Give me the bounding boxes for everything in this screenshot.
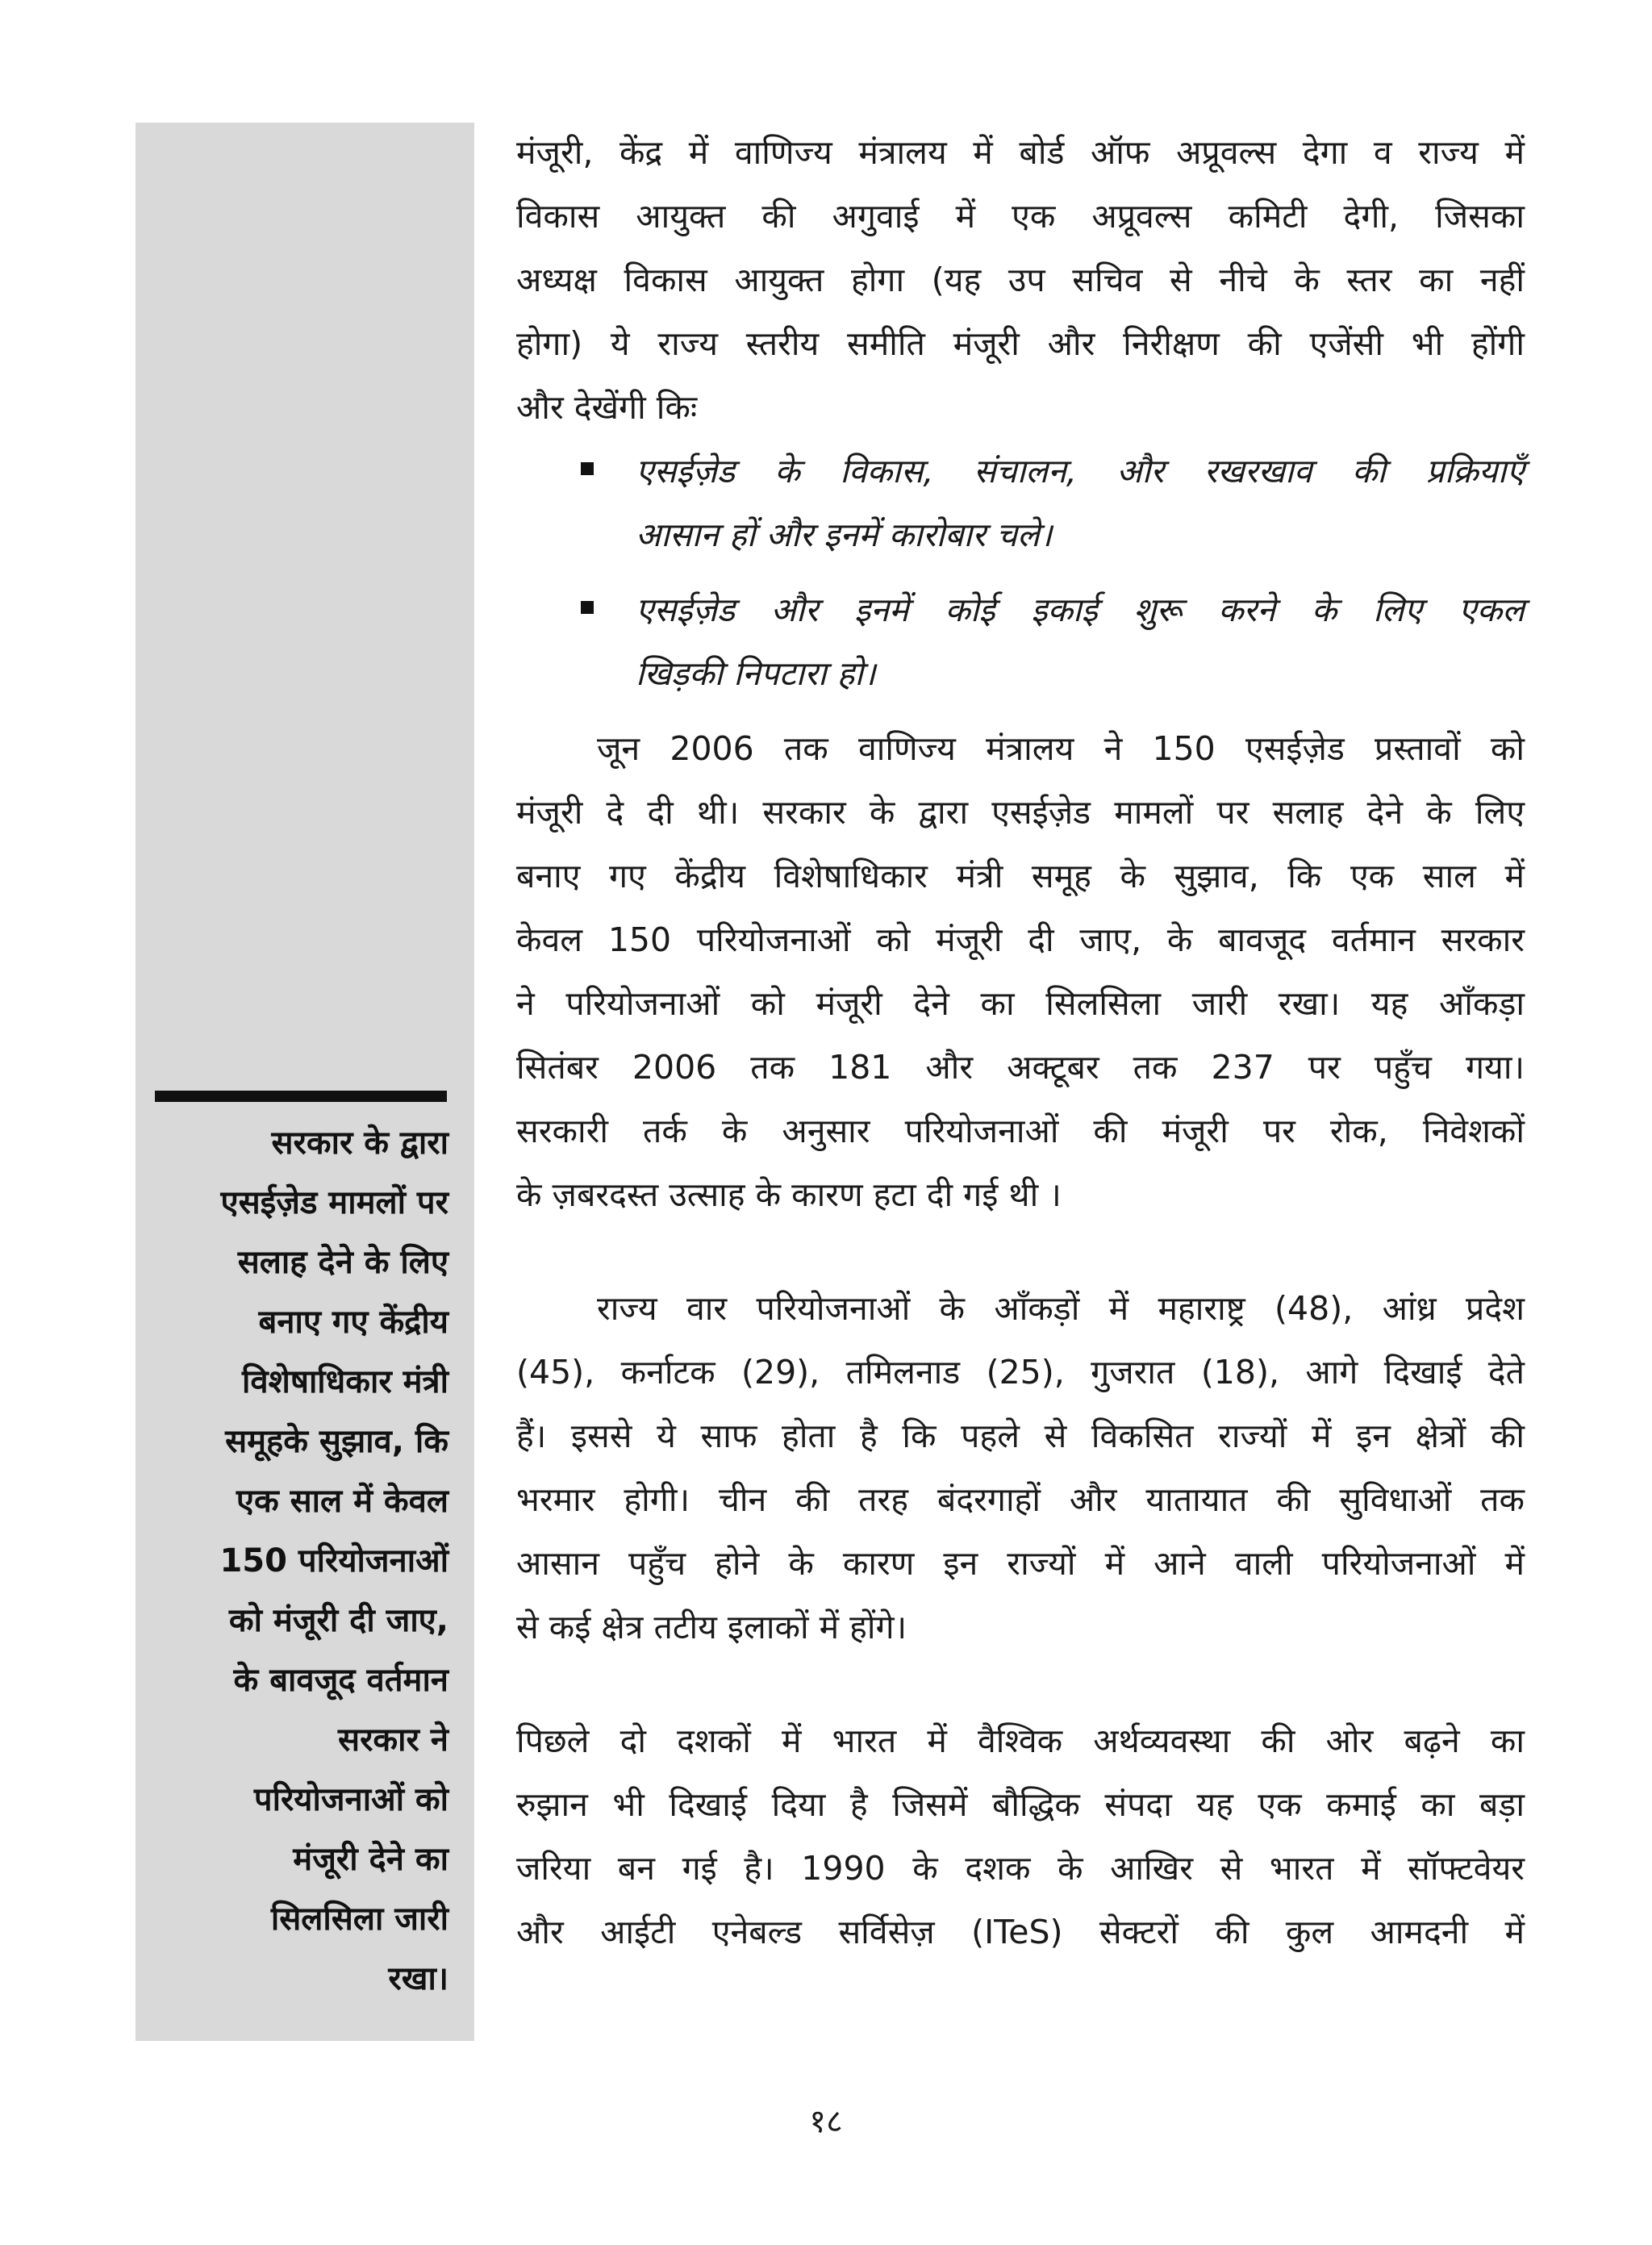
pullquote-rule (155, 1091, 447, 1102)
pullquote-line: समूहके सुझाव, कि (225, 1423, 448, 1460)
text-line: पिछले दो दशकों में भारत में वैश्विक अर्थव्यवस्था की ओर बढ़ने का (516, 1721, 1525, 1760)
text-line: राज्य वार परियोजनाओं के आँकड़ों में महाराष्ट्र (48), आंध्र प्रदेश (597, 1289, 1525, 1328)
square-bullet-icon (581, 462, 594, 475)
pullquote-line: सरकार के द्वारा (271, 1125, 448, 1162)
text-line: मंजूरी दे दी थी। सरकार के द्वारा एसईज़ेड मामलों पर सलाह देने के लिए (516, 793, 1525, 832)
text-line: आसान पहुँच होने के कारण इन राज्यों में आने वाली परियोजनाओं में (516, 1544, 1525, 1583)
pullquote-line: बनाए गए केंद्रीय (258, 1304, 448, 1341)
paragraph-intellectual-property (516, 1709, 1525, 1964)
paragraph-state-wise (516, 1277, 1525, 1659)
text-line: से कई क्षेत्र तटीय इलाकों में होंगे। (516, 1608, 907, 1646)
bullet-line: एसईज़ेड और इनमें कोई इकाई शुरू करने के लिए एकल (636, 590, 1525, 629)
text-line: जून 2006 तक वाणिज्य मंत्रालय ने 150 एसईज़ेड प्रस्तावों को (597, 729, 1525, 768)
paragraph-approvals (516, 121, 1525, 440)
pullquote (145, 1113, 448, 2009)
pullquote-line: मंजूरी देने का (293, 1841, 448, 1878)
text-line: हैं। इससे ये साफ होता है कि पहले से विकसित राज्यों में इन क्षेत्रों की (516, 1417, 1525, 1455)
text-line: और देखेंगी किः (516, 388, 698, 427)
page-number: १८ (809, 2103, 843, 2140)
bullet-item (516, 578, 1525, 706)
bullet-line: खिड़की निपटारा हो। (636, 654, 876, 693)
bullet-line: एसईज़ेड के विकास, संचालन, और रखरखाव की प्रक्रियाएँ (636, 452, 1525, 490)
text-line: (45), कर्नाटक (29), तमिलनाड (25), गुजरात (18), आगे दिखाई देते (516, 1353, 1525, 1392)
square-bullet-icon (581, 601, 594, 614)
text-line: ने परियोजनाओं को मंजूरी देने का सिलसिला जारी रखा। यह आँकड़ा (516, 984, 1525, 1023)
text-line: बनाए गए केंद्रीय विशेषाधिकार मंत्री समूह के सुझाव, कि एक साल में (516, 857, 1525, 895)
text-line: भरमार होगी। चीन की तरह बंदरगाहों और यातायात की सुविधाओं तक (516, 1480, 1525, 1519)
pullquote-line: सिलसिला जारी (270, 1901, 448, 1938)
pullquote-line: एक साल में केवल (236, 1483, 448, 1520)
pullquote-line: 150 परियोजनाओं (219, 1542, 448, 1579)
pullquote-line: के बावजूद वर्तमान (233, 1662, 448, 1699)
text-line: मंजूरी, केंद्र में वाणिज्य मंत्रालय में बोर्ड ऑफ अप्रूवल्स देगा व राज्य में (516, 133, 1525, 172)
pullquote-line: को मंजूरी दी जाए, (228, 1602, 448, 1639)
bullet-item (516, 440, 1525, 567)
pullquote-line: सरकार ने (338, 1721, 448, 1759)
text-line: के ज़बरदस्त उत्साह के कारण हटा दी गई थी । (516, 1175, 1062, 1214)
text-line: अध्यक्ष विकास आयुक्त होगा (यह उप सचिव से नीचे के स्तर का नहीं (516, 261, 1525, 299)
main-text (516, 121, 1525, 1964)
pullquote-line: विशेषाधिकार मंत्री (242, 1363, 448, 1400)
text-line: रुझान भी दिखाई दिया है जिसमें बौद्धिक संपदा यह एक कमाई का बड़ा (516, 1785, 1525, 1824)
pullquote-line: परियोजनाओं को (253, 1781, 448, 1818)
text-line: जरिया बन गई है। 1990 के दशक के आखिर से भारत में सॉफ्टवेयर (516, 1849, 1525, 1888)
text-line: सरकारी तर्क के अनुसार परियोजनाओं की मंजूरी पर रोक, निवेशकों (516, 1112, 1525, 1150)
pullquote-line: सलाह देने के लिए (237, 1244, 448, 1281)
text-line: और आईटी एनेबल्ड सर्विसेज़ (ITeS) सेक्टरों की कुल आमदनी में (516, 1913, 1525, 1951)
paragraph-approval-count (516, 717, 1525, 1227)
text-line: केवल 150 परियोजनाओं को मंजूरी दी जाए, के बावजूद वर्तमान सरकार (516, 920, 1525, 959)
bullet-line: आसान हों और इनमें कारोबार चले। (636, 515, 1053, 554)
pullquote-line: एसईज़ेड मामलों पर (220, 1184, 448, 1221)
pullquote-line: रखा। (388, 1960, 448, 1997)
text-line: विकास आयुक्त की अगुवाई में एक अप्रूवल्स कमिटी देगी, जिसका (516, 197, 1525, 236)
text-line: सितंबर 2006 तक 181 और अक्टूबर तक 237 पर पहुँच गया। (516, 1048, 1525, 1087)
text-line: होगा) ये राज्य स्तरीय समीति मंजूरी और निरीक्षण की एजेंसी भी होंगी (516, 324, 1525, 363)
